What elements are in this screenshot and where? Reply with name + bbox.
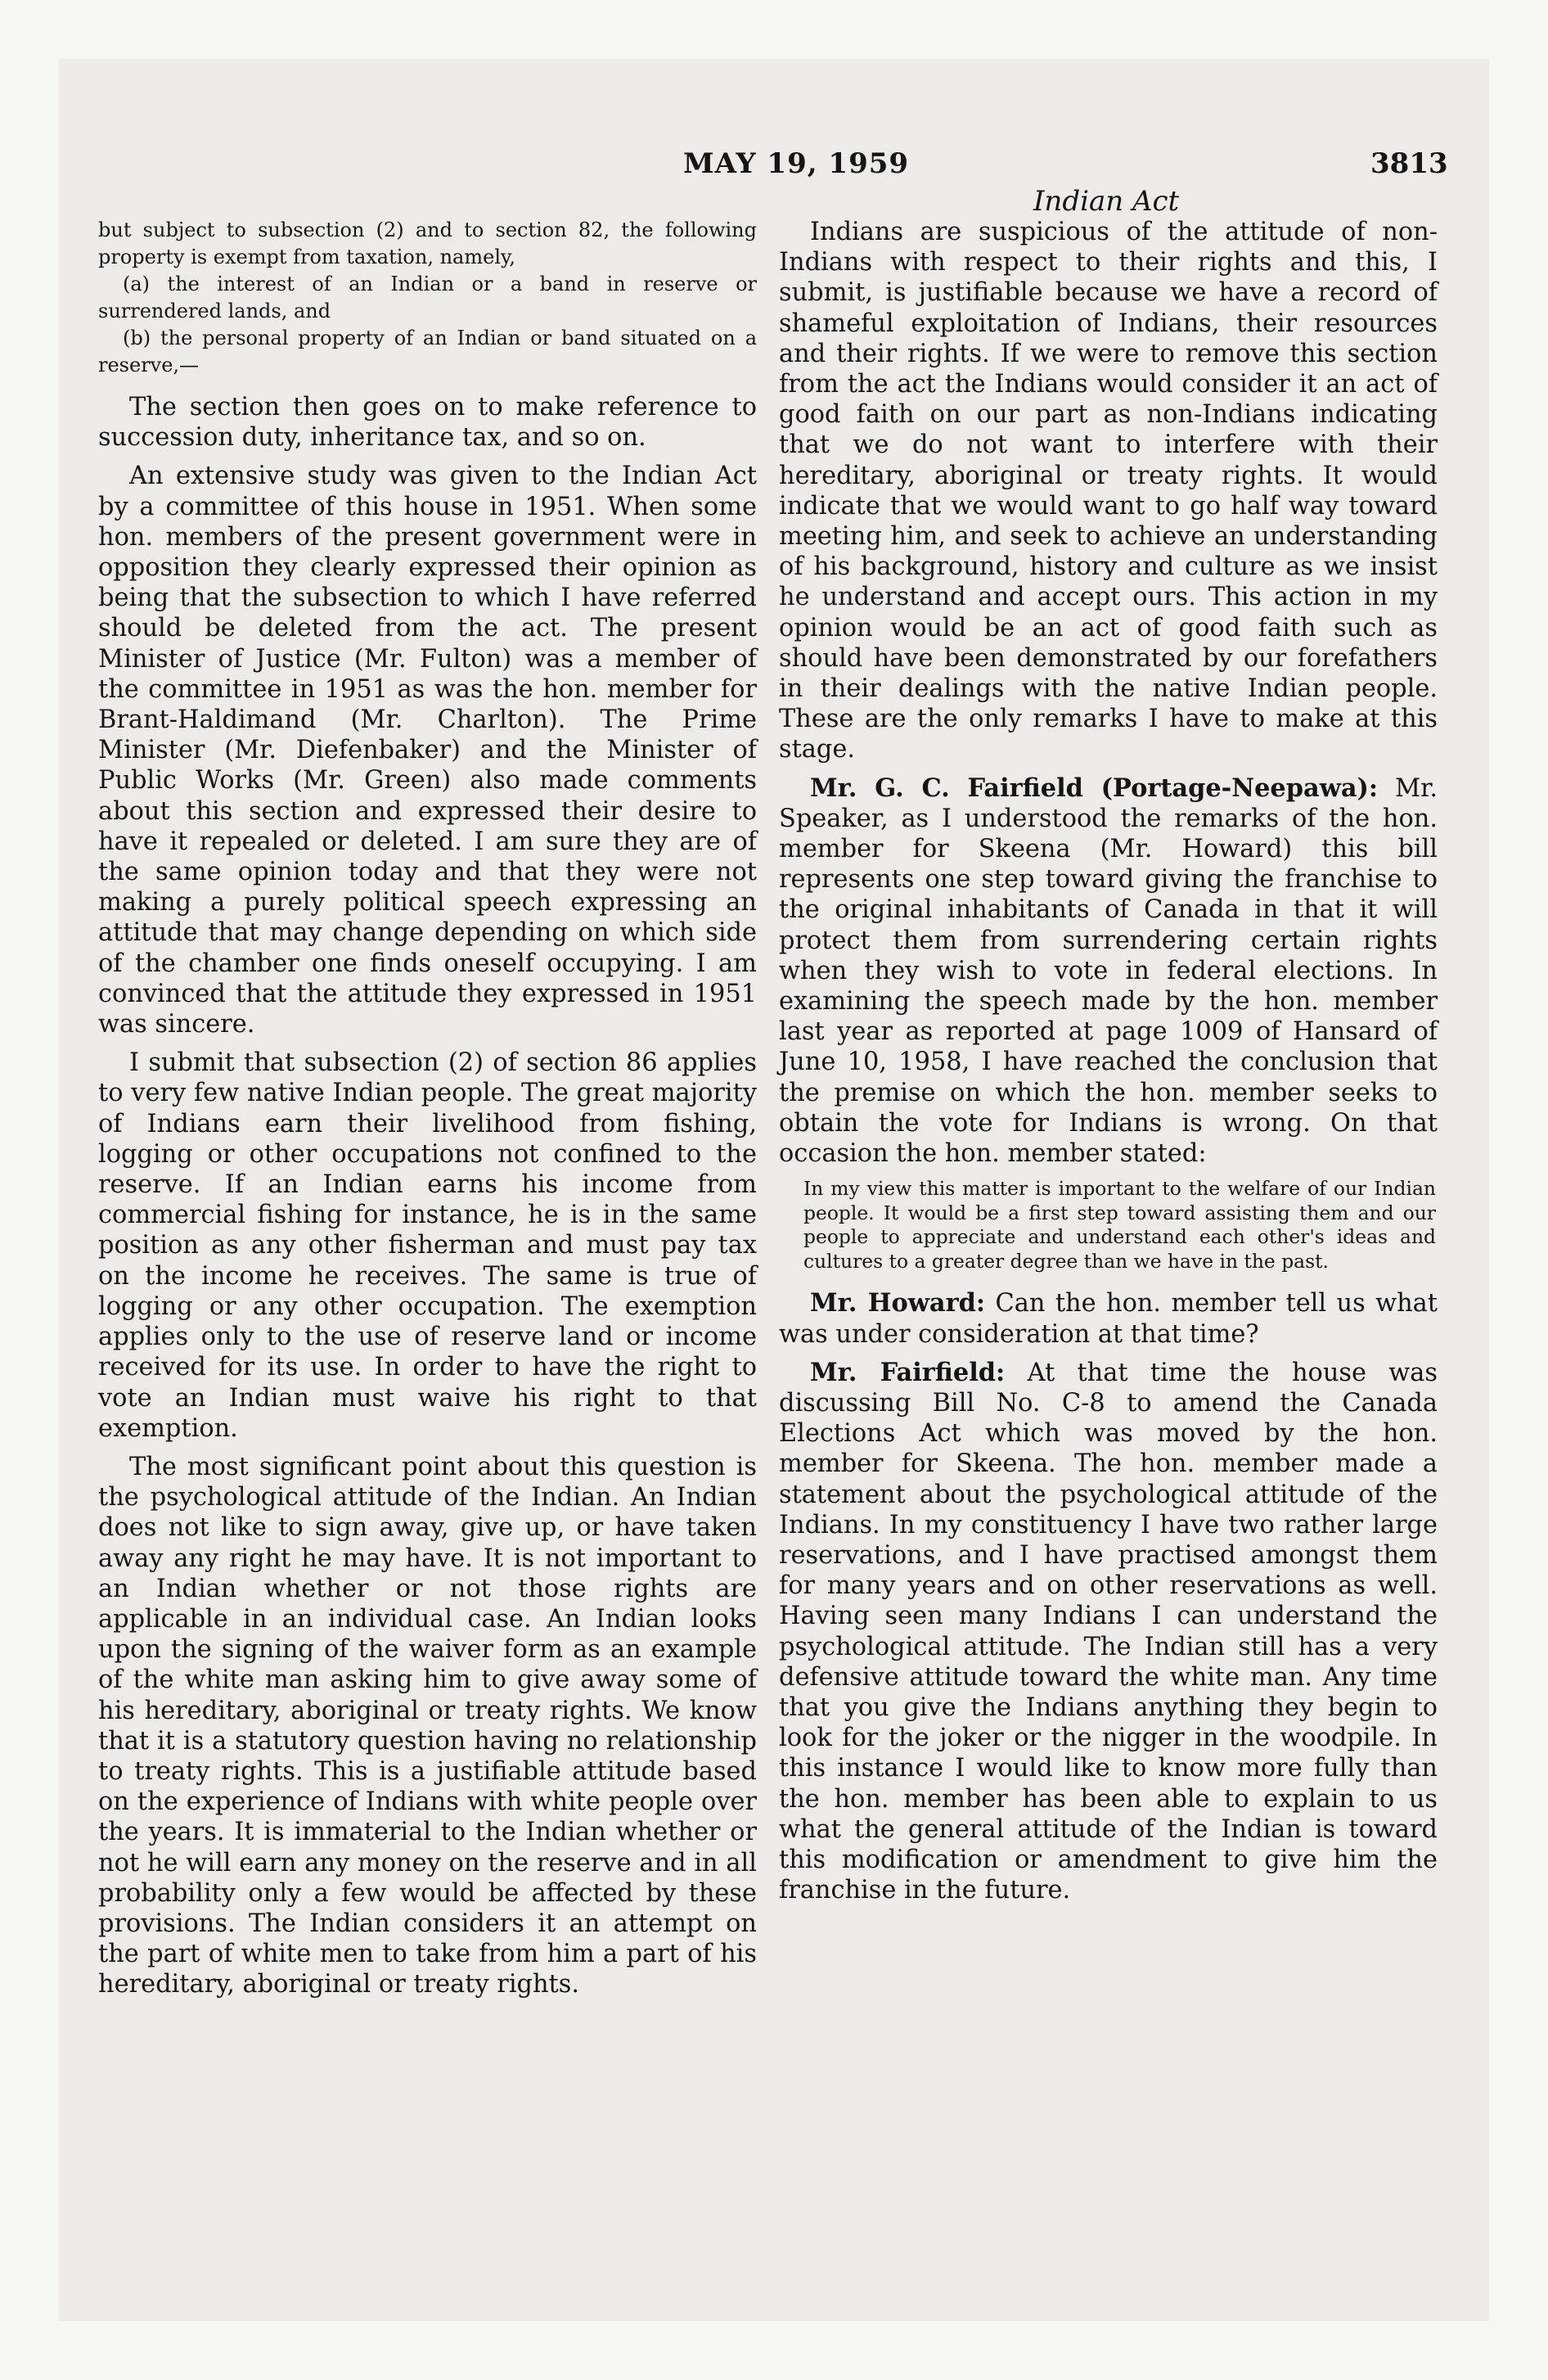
speech-text: Can the hon. member tell us what was under consideration at that time? [779, 1289, 1438, 1349]
paragraph: The section then goes on to make reference to succession duty, inheritance tax, and so on. [98, 393, 757, 453]
hansard-quote: In my view this matter is important to the welfare of our Indian people. It would be a first step toward assisting them and our people to appreciate and understand each other's ideas and cultures to a greater degree than we have in the past. [803, 1177, 1436, 1273]
speech-fairfield [779, 773, 1438, 1170]
left-column [98, 217, 757, 2008]
speaker-name: Mr. Fairfield: [810, 1357, 1006, 1387]
page-number: 3813 [1370, 147, 1448, 180]
quote-item-b: (b) the personal property of an Indian or band situated on a reserve,— [98, 327, 757, 376]
speaker-name: Mr. Howard: [810, 1288, 986, 1318]
quote-item-a: (a) the interest of an Indian or a band in reserve or surrendered lands, and [98, 273, 757, 322]
statute-quote [98, 217, 757, 379]
header-date: MAY 19, 1959 [683, 147, 910, 180]
speech-text: At that time the house was discussing Bill No. C-8 to amend the Canada Elections Act which was moved by the hon. member for Skeena. The hon. member made a statement about the psychological attitude of the Indians. In my constituency I have two rather large reservations, and I have practised amongst them for many years and on other reservations as well. Having seen many Indians I can understand the psychological attitude. The Indian still has a very defensive attitude toward the white man. Any time that you give the Indians anything they begin to look for the joker or the nigger in the woodpile. In this instance I would like to know more fully than the hon. member has been able to explain to us what the general attitude of the Indian is toward this modification or amendment to give him the franchise in the future. [779, 1358, 1438, 1905]
speech-fairfield-reply [779, 1358, 1438, 1906]
paragraph: The most significant point about this question is the psychological attitude of the Indian. An Indian does not like to sign away, give up, or have taken away any right he may have. It is not important to an Indian whether or not those rights are applicable in an individual case. An Indian looks upon the signing of the waiver form as an example of the white man asking him to give away some of his hereditary, aboriginal or treaty rights. We know that it is a statutory question having no relationship to treaty rights. This is a justifiable attitude based on the experience of Indians with white people over the years. It is immaterial to the Indian whether or not he will earn any money on the reserve and in all probability only a few would be affected by these provisions. The Indian considers it an attempt on the part of white men to take from him a part of his hereditary, aboriginal or treaty rights. [98, 1452, 757, 1999]
section-title: Indian Act [1033, 185, 1180, 218]
right-column [779, 217, 1438, 1913]
paragraph-continued: Indians are suspicious of the attitude of non-Indians with respect to their rights and this, I submit, is justifiable because we have a record of shameful exploitation of Indians, their resources and their rights. If we were to remove this section from the act the Indians would consider it an act of good faith on our part as non-Indians indicating that we do not want to interfere with their hereditary, aboriginal or treaty rights. It would indicate that we would want to go half way toward meeting him, and seek to achieve an understanding of his background, history and culture as we insist he understand and accept ours. This action in my opinion would be an act of good faith such as should have been demonstrated by our forefathers in their dealings with the native Indian people. These are the only remarks I have to make at this stage. [779, 218, 1438, 764]
speech-howard [779, 1288, 1438, 1349]
paragraph: An extensive study was given to the Indian Act by a committee of this house in 1951. When some hon. members of the present government were in opposition they clearly expressed their opinion as being that the subsection to which I have referred should be deleted from the act. The present Minister of Justice (Mr. Fulton) was a member of the committee in 1951 as was the hon. member for Brant-Haldimand (Mr. Charlton). The Prime Minister (Mr. Diefenbaker) and the Minister of Public Works (Mr. Green) also made comments about this section and expressed their desire to have it repealed or deleted. I am sure they are of the same opinion today and that they were not making a purely political speech expressing an attitude that may change depending on which side of the chamber one finds oneself occupying. I am convinced that the attitude they expressed in 1951 was sincere. [98, 462, 757, 1039]
speaker-name: Mr. G. C. Fairfield (Portage-Neepawa): [810, 773, 1379, 803]
paragraph: I submit that subsection (2) of section 86 applies to very few native Indian people. The great majority of Indians earn their livelihood from fishing, logging or other occupations not confined to the reserve. If an Indian earns his income from commercial fishing for instance, he is in the same position as any other fisherman and must pay tax on the income he receives. The same is true of logging or any other occupation. The exemption applies only to the use of reserve land or income received for its use. In order to have the right to vote an Indian must waive his right to that exemption. [98, 1048, 757, 1443]
speech-text: Mr. Speaker, as I understood the remarks of the hon. member for Skeena (Mr. Howard) this bill represents one step toward giving the franchise to the original inhabitants of Canada in that it will protect them from surrendering certain rights when they wish to vote in federal elections. In examining the speech made by the hon. member last year as reported at page 1009 of Hansard of June 10, 1958, I have reached the conclusion that the premise on which the hon. member seeks to obtain the vote for Indians is wrong. On that occasion the hon. member stated: [779, 773, 1438, 1169]
quote-intro: but subject to subsection (2) and to section 82, the following property is exempt from taxation, namely, [98, 219, 757, 268]
